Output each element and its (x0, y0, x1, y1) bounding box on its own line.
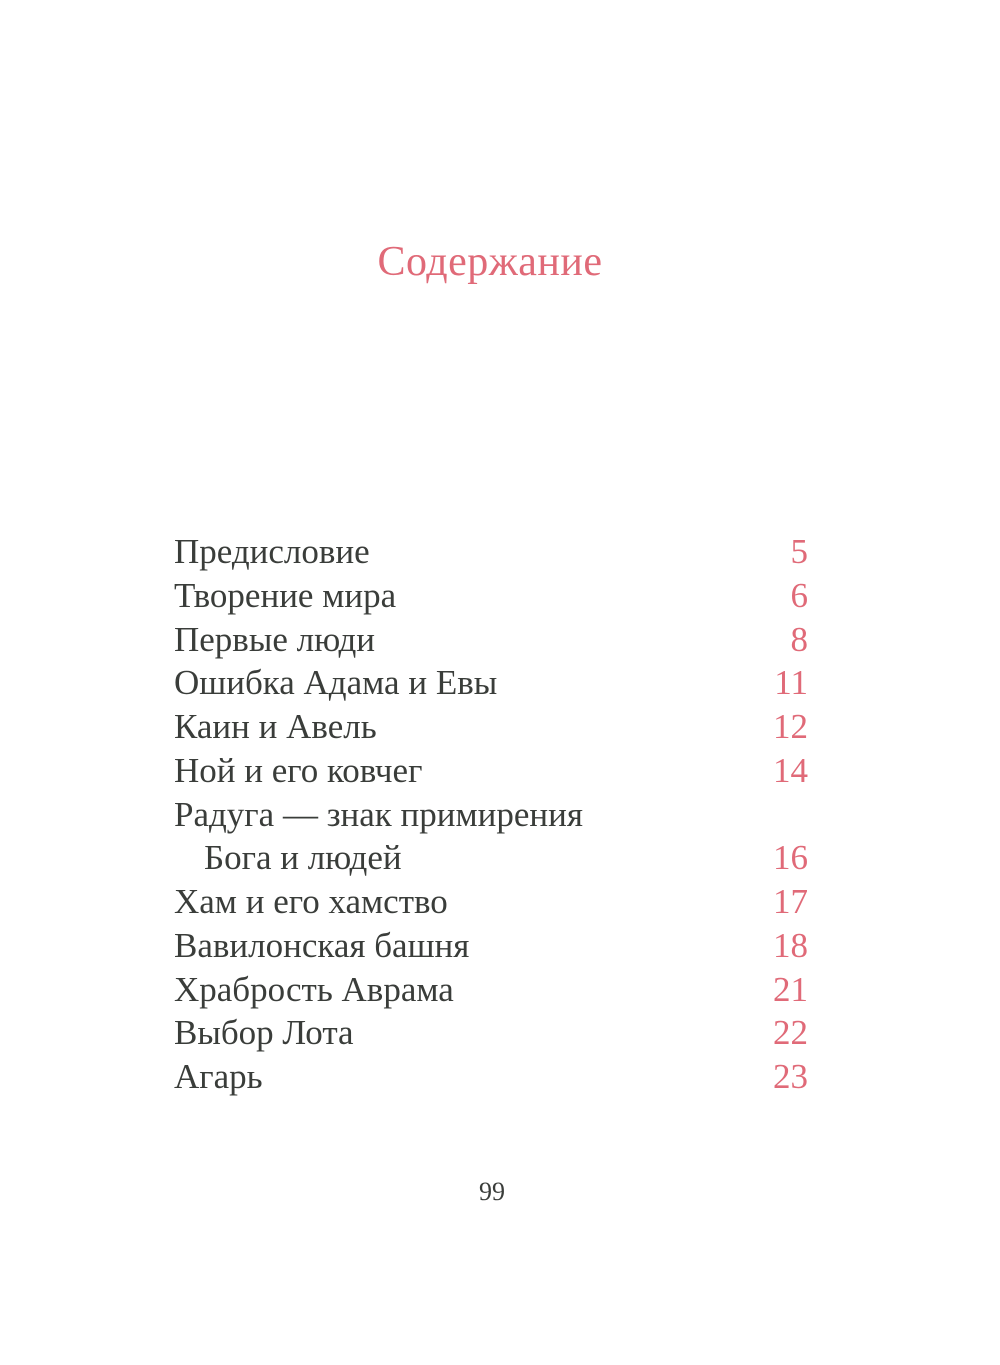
page-number: 99 (479, 1177, 505, 1206)
toc-entry-page: 8 (790, 619, 808, 659)
toc-entry-title: Агарь (174, 1057, 263, 1096)
toc-entry (174, 618, 808, 662)
table-of-contents (174, 530, 808, 1099)
toc-entry-page: 22 (773, 1013, 808, 1053)
toc-entry (174, 705, 808, 749)
toc-entry (174, 574, 808, 618)
toc-entry (174, 880, 808, 924)
toc-entry-title: Ошибка Адама и Евы (174, 663, 498, 703)
toc-entry-page: 18 (773, 925, 808, 965)
toc-entry-page: 16 (773, 838, 808, 878)
page-title: Содержание (377, 239, 603, 285)
toc-entry-title: Предисловие (174, 532, 370, 571)
toc-entry-page: 12 (773, 707, 808, 746)
toc-entry-title: Хам и его хамство (174, 882, 448, 921)
toc-entry-title: Вавилонская башня (174, 925, 470, 965)
toc-entry (174, 749, 808, 793)
toc-entry-title: Творение мира (174, 575, 397, 615)
toc-entry-page: 23 (773, 1057, 808, 1096)
toc-entry-page: 11 (774, 663, 808, 703)
toc-entry (174, 793, 808, 837)
toc-entry-title: Первые люди (174, 619, 376, 659)
toc-entry-page: 14 (773, 750, 808, 790)
toc-entry-title: Ной и его ковчег (174, 750, 423, 790)
toc-entry-title: Храбрость Аврама (174, 969, 454, 1009)
toc-entry-page: 5 (790, 532, 808, 571)
toc-entry (174, 530, 808, 574)
toc-entry (174, 924, 808, 968)
toc-entry (174, 968, 808, 1012)
toc-entry-page: 17 (773, 882, 808, 921)
toc-entry-continuation (174, 836, 808, 880)
toc-entry (174, 661, 808, 705)
toc-entry-title: Выбор Лота (174, 1013, 354, 1053)
toc-entry-title: Бога и людей (204, 838, 402, 878)
toc-entry-title: Радуга — знак примирения (174, 794, 583, 834)
toc-entry (174, 1055, 808, 1099)
toc-entry-page: 21 (773, 969, 808, 1009)
toc-entry-title: Каин и Авель (174, 707, 377, 746)
toc-entry-page: 6 (790, 575, 808, 615)
toc-entry (174, 1011, 808, 1055)
